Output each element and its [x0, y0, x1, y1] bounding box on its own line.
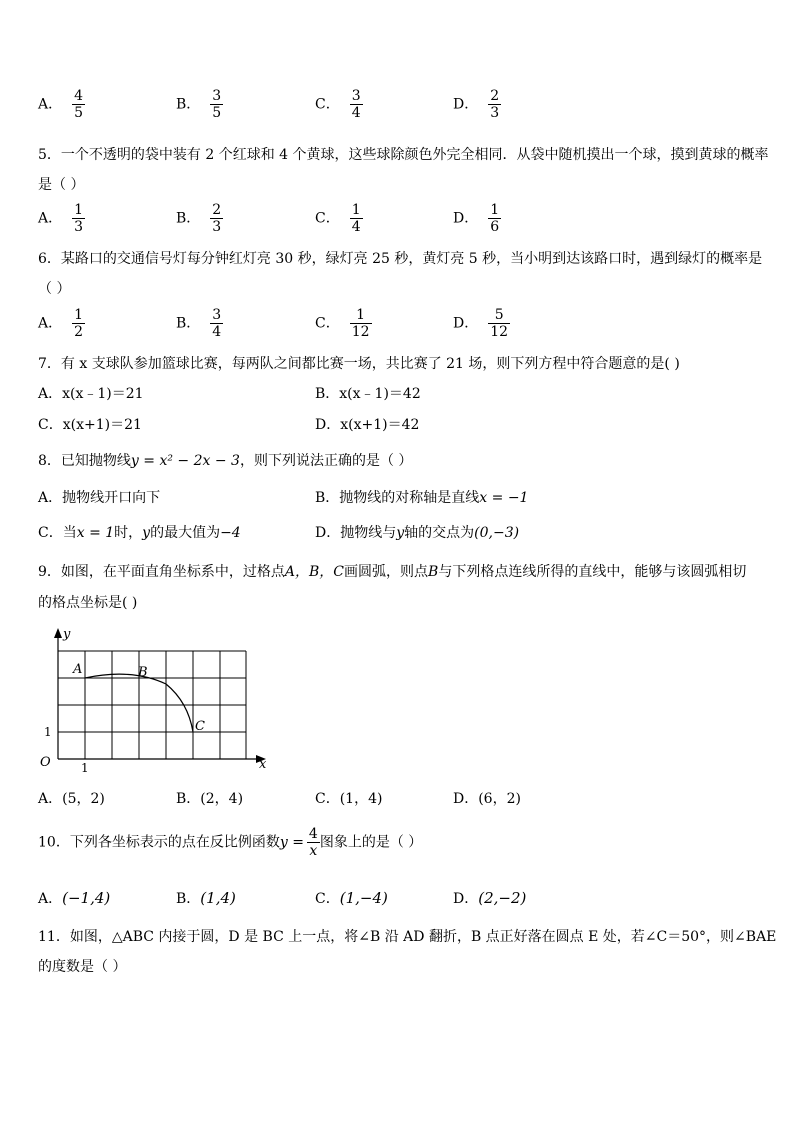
label-a: A — [73, 662, 83, 677]
q7-option-c: C．x(x+1)＝21 — [38, 417, 142, 433]
q9-grid-figure — [30, 622, 270, 777]
q6-option-b: B． $\frac{3}{4}$ — [176, 307, 222, 340]
q5-option-d: D． $\frac{1}{6}$ — [453, 202, 500, 235]
q9-option-a: A．(5，2) — [38, 791, 105, 807]
label-one-x: 1 — [81, 761, 89, 775]
q4-option-c: C． $\frac{3}{4}$ — [315, 88, 361, 121]
q6-stem-line2: （ ） — [38, 281, 71, 297]
q6-stem-line1: 6．某路口的交通信号灯每分钟红灯亮 30 秒，绿灯亮 25 秒，黄灯亮 5 秒，当小明到达该路口时，遇到绿灯的概率是 — [38, 251, 763, 267]
fraction: $\frac{1}{12}$ — [351, 307, 370, 340]
q9-option-d: D．(6，2) — [453, 791, 521, 807]
q11-stem-line1: 11．如图，△ABC 内接于圆，D 是 BC 上一点，将∠B 沿 AD 翻折，B 点正好落在圆点 E 处，若∠C＝50°，则∠BAE — [38, 929, 777, 945]
fraction: $\frac{3}{4}$ — [351, 88, 361, 121]
fraction: $\frac{3}{5}$ — [212, 88, 222, 121]
fraction: $\frac{5}{12}$ — [490, 307, 509, 340]
q5-stem-line1: 5．一个不透明的袋中装有 2 个红球和 4 个黄球，这些球除颜色外完全相同．从袋中随机摸出一个球，摸到黄球的概率 — [38, 147, 769, 163]
y-axis-arrow — [54, 628, 62, 638]
fraction: $\frac{1}{3}$ — [74, 202, 84, 235]
fraction: $\frac{3}{4}$ — [212, 307, 222, 340]
label-o: O — [40, 755, 51, 770]
fraction: $\frac{2}{3}$ — [212, 202, 222, 235]
label-c: C — [195, 719, 205, 734]
q8-option-a: A．抛物线开口向下 — [38, 490, 161, 506]
q11-stem-line2: 的度数是（ ） — [38, 959, 127, 975]
q5-stem-line2: 是（ ） — [38, 177, 85, 193]
q4-option-a: A． $\frac{4}{5}$ — [38, 88, 84, 121]
q8-stem: 8．已知抛物线y = x² − 2x − 3，则下列说法正确的是（ ） — [38, 453, 413, 469]
q7-stem: 7．有 x 支球队参加篮球比赛，每两队之间都比赛一场，共比赛了 21 场，则下列方程中符合题意的是( ) — [38, 356, 680, 372]
q9-stem-line2: 的格点坐标是( ) — [38, 595, 138, 611]
q7-option-b: B．x(x﹣1)＝42 — [315, 386, 421, 402]
q8-option-c: C．当x = 1时，y的最大值为−4 — [38, 525, 241, 541]
q4-option-b: B． $\frac{3}{5}$ — [176, 88, 222, 121]
q9-option-c: C．(1，4) — [315, 791, 383, 807]
fraction: $\frac{4}{5}$ — [74, 88, 84, 121]
fraction: $\frac{1}{4}$ — [351, 202, 361, 235]
grid — [58, 651, 246, 759]
label-x: x — [259, 757, 267, 772]
q10-option-a: A．(−1,4) — [38, 889, 111, 907]
label-one-y: 1 — [44, 725, 52, 739]
q10-option-b: B．(1,4) — [176, 889, 236, 907]
q7-option-a: A．x(x﹣1)＝21 — [38, 386, 144, 402]
q8-option-b: B．抛物线的对称轴是直线x = −1 — [315, 490, 529, 506]
q7-option-d: D．x(x+1)＝42 — [315, 417, 420, 433]
q5-option-c: C． $\frac{1}{4}$ — [315, 202, 361, 235]
q10-stem: 10．下列各坐标表示的点在反比例函数y = $\frac{4}{x}$ 图象上的是（ ） — [38, 826, 423, 859]
q5-option-a: A． $\frac{1}{3}$ — [38, 202, 84, 235]
fraction: $\frac{1}{2}$ — [74, 307, 84, 340]
fraction: $\frac{2}{3}$ — [490, 88, 500, 121]
q6-option-d: D． $\frac{5}{12}$ — [453, 307, 509, 340]
label-b: B — [138, 665, 148, 680]
q9-stem-line1: 9．如图，在平面直角坐标系中，过格点A，B，C画圆弧，则点B与下列格点连线所得的直线中，能够与该圆弧相切 — [38, 564, 747, 580]
q9-option-b: B．(2，4) — [176, 791, 244, 807]
q8-equation: y = x² − 2x − 3 — [130, 453, 240, 469]
q8-option-d: D．抛物线与y轴的交点为(0,−3) — [315, 525, 520, 541]
fraction: $\frac{1}{6}$ — [490, 202, 500, 235]
q10-option-c: C．(1,−4) — [315, 889, 388, 907]
q10-option-d: D．(2,−2) — [453, 889, 527, 907]
q4-option-d: D． $\frac{2}{3}$ — [453, 88, 500, 121]
label-y: y — [63, 627, 71, 642]
q6-option-a: A． $\frac{1}{2}$ — [38, 307, 84, 340]
q5-option-b: B． $\frac{2}{3}$ — [176, 202, 222, 235]
fraction: $\frac{4}{x}$ — [308, 826, 318, 859]
q6-option-c: C． $\frac{1}{12}$ — [315, 307, 370, 340]
